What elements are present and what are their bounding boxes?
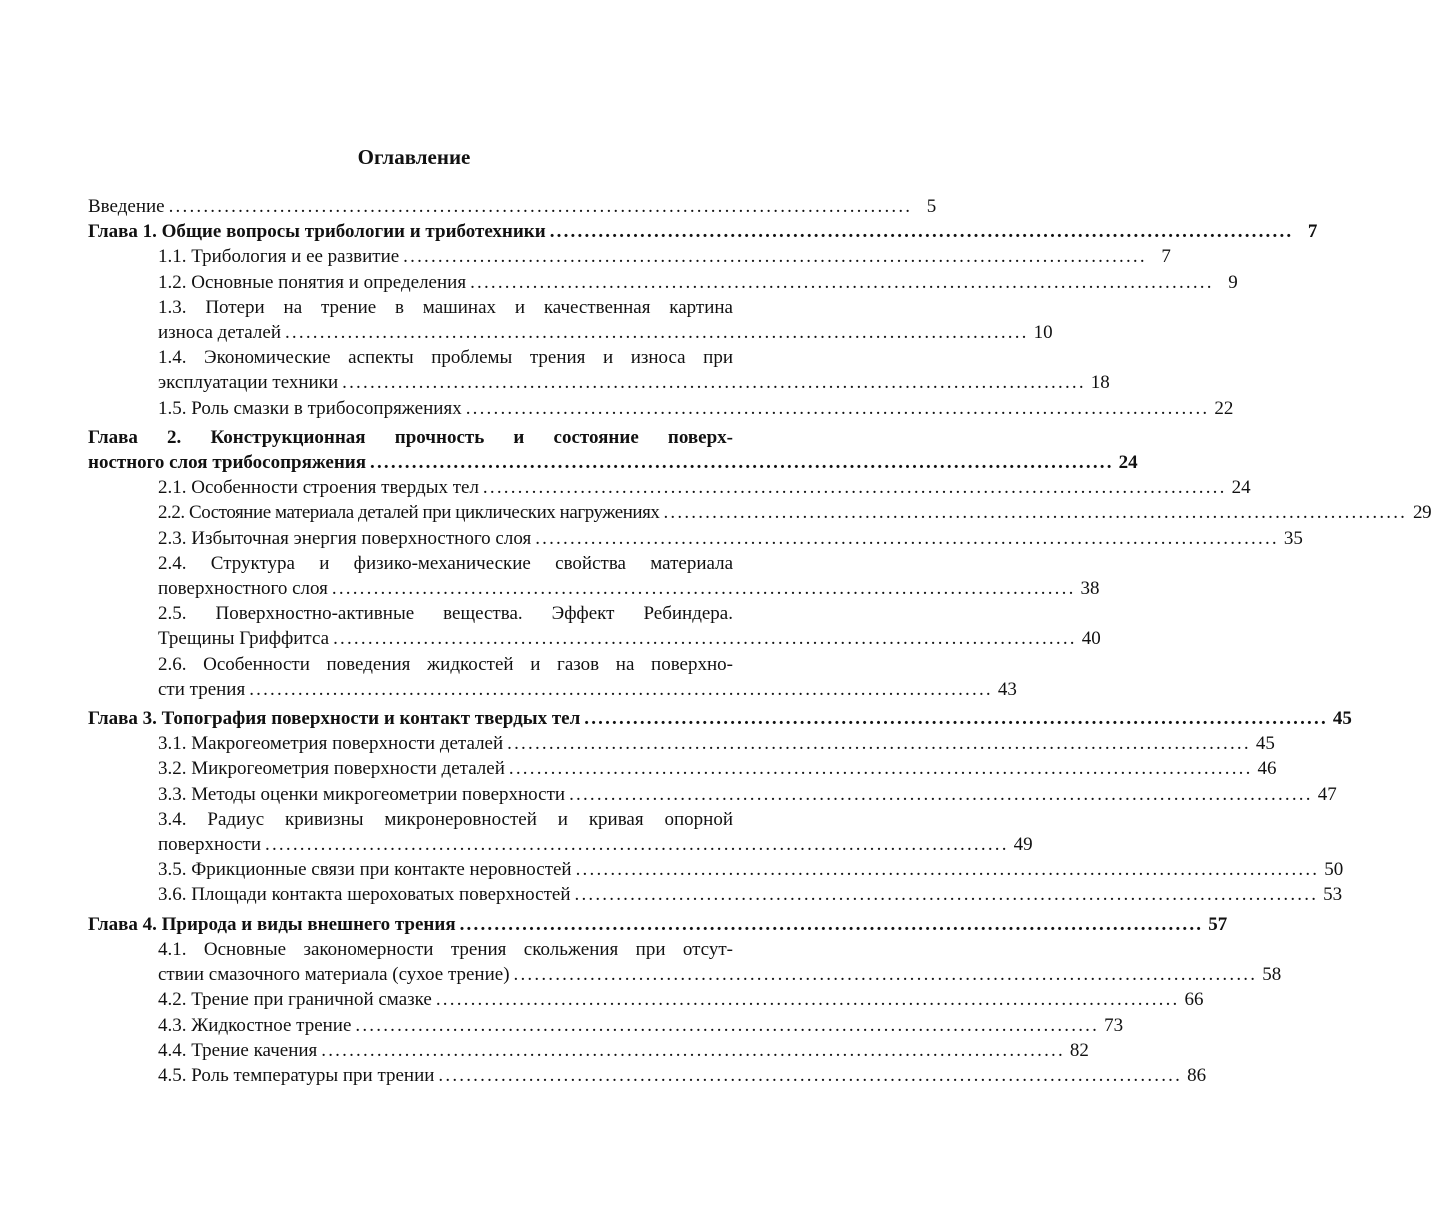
toc-page-number: 10 <box>1033 322 1053 344</box>
toc-entry-3-3 <box>88 782 1337 807</box>
dot-leader: ........................................................................................................... <box>535 527 1279 549</box>
dot-leader: ........................................................................................................... <box>663 502 1408 524</box>
dot-leader: ........................................................................................................... <box>403 246 1147 268</box>
toc-entry-2-4 <box>88 576 1100 601</box>
toc-entry-text: 3.1. Макрогеометрия поверхности деталей <box>158 733 504 755</box>
dot-leader: ........................................................................................................... <box>321 1039 1065 1061</box>
toc-entry-text: 4.2. Трение при граничной смазке <box>158 989 432 1011</box>
toc-entry-2-3 <box>88 526 1303 551</box>
toc-entry-4-4 <box>88 1038 1089 1063</box>
toc-chapter-3 <box>88 706 1352 731</box>
dot-leader: ........................................................................................................... <box>438 1064 1183 1086</box>
dot-leader: ........................................................................................................... <box>435 989 1180 1011</box>
dot-leader: ........................................................................................................... <box>470 271 1214 293</box>
toc-entry-text: износа деталей <box>158 322 281 344</box>
toc-entry-text: Глава 3. Топография поверхности и контакт твердых тел <box>88 708 581 730</box>
toc-entry-text: 2.1. Особенности строения твердых тел <box>158 477 479 499</box>
toc-chapter-2 <box>88 450 1138 475</box>
toc-entry-3-4-line1: 3.4. Радиус кривизны микронеровностей и кривая опорной <box>158 808 733 830</box>
toc-entry-2-6-line1: 2.6. Особенности поведения жидкостей и газов на поверхно- <box>158 653 733 675</box>
dot-leader: ........................................................................................................... <box>465 397 1210 419</box>
toc-entry-4-5 <box>88 1063 1207 1088</box>
toc-page-number: 46 <box>1257 758 1277 780</box>
toc-entry-1-2 <box>88 270 1238 295</box>
toc-entry-1-4-line1: 1.4. Экономические аспекты проблемы трения и износа при <box>158 347 733 369</box>
toc-entry-3-4 <box>88 832 1033 857</box>
toc-page-number: 24 <box>1118 452 1138 474</box>
dot-leader: ........................................................................................................... <box>508 758 1253 780</box>
toc-entry-text: сти трения <box>158 678 246 700</box>
dot-leader: ........................................................................................................... <box>513 964 1258 986</box>
toc-entry-text: 4.5. Роль температуры при трении <box>158 1064 435 1086</box>
toc-page-number: 58 <box>1262 964 1282 986</box>
toc-entry-1-4 <box>88 370 1110 395</box>
toc-entry-text: 4.4. Трение качения <box>158 1039 318 1061</box>
toc-entry-text: 3.2. Микрогеометрия поверхности деталей <box>158 758 505 780</box>
toc-entry-text: 3.6. Площади контакта шероховатых поверхностей <box>158 884 571 906</box>
toc-entry-intro <box>88 194 937 219</box>
toc-page-number: 57 <box>1208 913 1228 935</box>
toc-page-number: 43 <box>997 678 1017 700</box>
toc-entry-text: Глава 4. Природа и виды внешнего трения <box>88 913 456 935</box>
toc-entry-2-5-line1: 2.5. Поверхностно-активные вещества. Эффект Ребиндера. <box>158 603 733 625</box>
dot-leader: ........................................................................................................... <box>569 783 1313 805</box>
toc-entry-text: 2.2. Состояние материала деталей при циклических нагружениях <box>158 502 660 524</box>
dot-leader: ........................................................................................................... <box>265 834 1009 856</box>
toc-entry-4-1-line1: 4.1. Основные закономерности трения скольжения при отсут- <box>158 938 733 960</box>
toc-entry-text: Глава 1. Общие вопросы трибологии и триботехники <box>88 221 546 243</box>
toc-entry-text: 4.3. Жидкостное трение <box>158 1014 352 1036</box>
dot-leader: ........................................................................................................... <box>574 884 1319 906</box>
dot-leader: ........................................................................................................... <box>249 678 993 700</box>
toc-chapter-2-block <box>88 425 1138 475</box>
toc-page-number: 40 <box>1081 628 1101 650</box>
toc-page-number: 73 <box>1104 1014 1124 1036</box>
toc-page-number: 18 <box>1090 372 1110 394</box>
toc-page-number: 35 <box>1283 527 1303 549</box>
toc-chapter-4 <box>88 912 1228 937</box>
toc-page-number: 86 <box>1187 1064 1207 1086</box>
toc-page-number: 29 <box>1413 502 1431 524</box>
dot-leader: ........................................................................................................... <box>549 221 1294 243</box>
dot-leader: ........................................................................................................... <box>507 733 1251 755</box>
toc-entry-text: 3.3. Методы оценки микрогеометрии поверхности <box>158 783 566 805</box>
toc-page-number: 38 <box>1080 578 1100 600</box>
toc-page-number: 7 <box>1307 221 1318 243</box>
toc-entry-1-3 <box>88 320 1053 345</box>
toc-entry-text: ностного слоя трибосопряжения <box>88 452 367 474</box>
dot-leader: ........................................................................................................... <box>355 1014 1100 1036</box>
toc-entry-4-1 <box>88 962 1282 987</box>
toc-page-number: 66 <box>1184 989 1204 1011</box>
toc-entry-4-3 <box>88 1013 1124 1038</box>
toc-page-number: 9 <box>1228 271 1238 293</box>
toc-entry-2-5 <box>88 626 1101 651</box>
dot-leader: ........................................................................................................... <box>575 859 1320 881</box>
toc-page-number: 24 <box>1231 477 1251 499</box>
toc-entry-1-3-line1: 1.3. Потери на трение в машинах и качественная картина <box>158 296 733 318</box>
dot-leader: ........................................................................................................... <box>584 708 1328 730</box>
toc-page-number: 50 <box>1324 859 1344 881</box>
toc-entry-1-1 <box>88 244 1171 269</box>
toc-entry-text: 1.1. Трибология и ее развитие <box>158 246 400 268</box>
toc-entry-3-1 <box>88 731 1275 756</box>
dot-leader: ........................................................................................................... <box>370 452 1114 474</box>
toc-page-number: 82 <box>1069 1039 1089 1061</box>
toc-chapter-2-line1: Глава 2. Конструкционная прочность и состояние поверх- <box>88 426 733 448</box>
toc-entry-text: поверхности <box>158 834 262 856</box>
page-title: Оглавление <box>357 145 471 169</box>
toc-page-number: 45 <box>1255 733 1275 755</box>
dot-leader: ........................................................................................................... <box>168 196 913 217</box>
toc-page-number: 47 <box>1317 783 1337 805</box>
toc-entry-text: Введение <box>88 196 165 217</box>
table-of-contents <box>88 194 1431 1088</box>
toc-entry-text: 3.5. Фрикционные связи при контакте неровностей <box>158 859 572 881</box>
toc-entry-text: 1.5. Роль смазки в трибосопряжениях <box>158 397 462 419</box>
dot-leader: ........................................................................................................... <box>333 628 1077 650</box>
toc-entry-4-2 <box>88 987 1204 1012</box>
toc-entry-2-1 <box>88 475 1251 500</box>
dot-leader: ........................................................................................................... <box>482 477 1227 499</box>
dot-leader: ........................................................................................................... <box>331 578 1076 600</box>
toc-entry-text: 2.3. Избыточная энергия поверхностного слоя <box>158 527 532 549</box>
toc-chapter-1 <box>88 219 1318 244</box>
toc-entry-1-5 <box>88 396 1234 421</box>
toc-entry-3-6 <box>88 882 1343 907</box>
toc-entry-text: Трещины Гриффитса <box>158 628 330 650</box>
toc-page-number: 53 <box>1323 884 1343 906</box>
toc-entry-2-6 <box>88 677 1017 702</box>
dot-leader: ........................................................................................................... <box>459 913 1204 935</box>
toc-entry-text: 1.2. Основные понятия и определения <box>158 271 467 293</box>
toc-page-number: 45 <box>1332 708 1352 730</box>
dot-leader: ........................................................................................................... <box>342 372 1086 394</box>
toc-entry-3-5 <box>88 857 1344 882</box>
toc-page-number: 5 <box>926 196 937 217</box>
toc-page-number: 49 <box>1013 834 1033 856</box>
toc-entry-2-2 <box>88 500 1431 525</box>
toc-page-number: 7 <box>1161 246 1171 268</box>
toc-entry-text: эксплуатации техники <box>158 372 339 394</box>
toc-entry-text: поверхностного слоя <box>158 578 328 600</box>
toc-entry-3-2 <box>88 756 1277 781</box>
toc-page-number: 22 <box>1214 397 1234 419</box>
dot-leader: ........................................................................................................... <box>284 322 1029 344</box>
toc-entry-text: ствии смазочного материала (сухое трение) <box>158 964 510 986</box>
toc-entry-2-4-line1: 2.4. Структура и физико-механические свойства материала <box>158 552 733 574</box>
